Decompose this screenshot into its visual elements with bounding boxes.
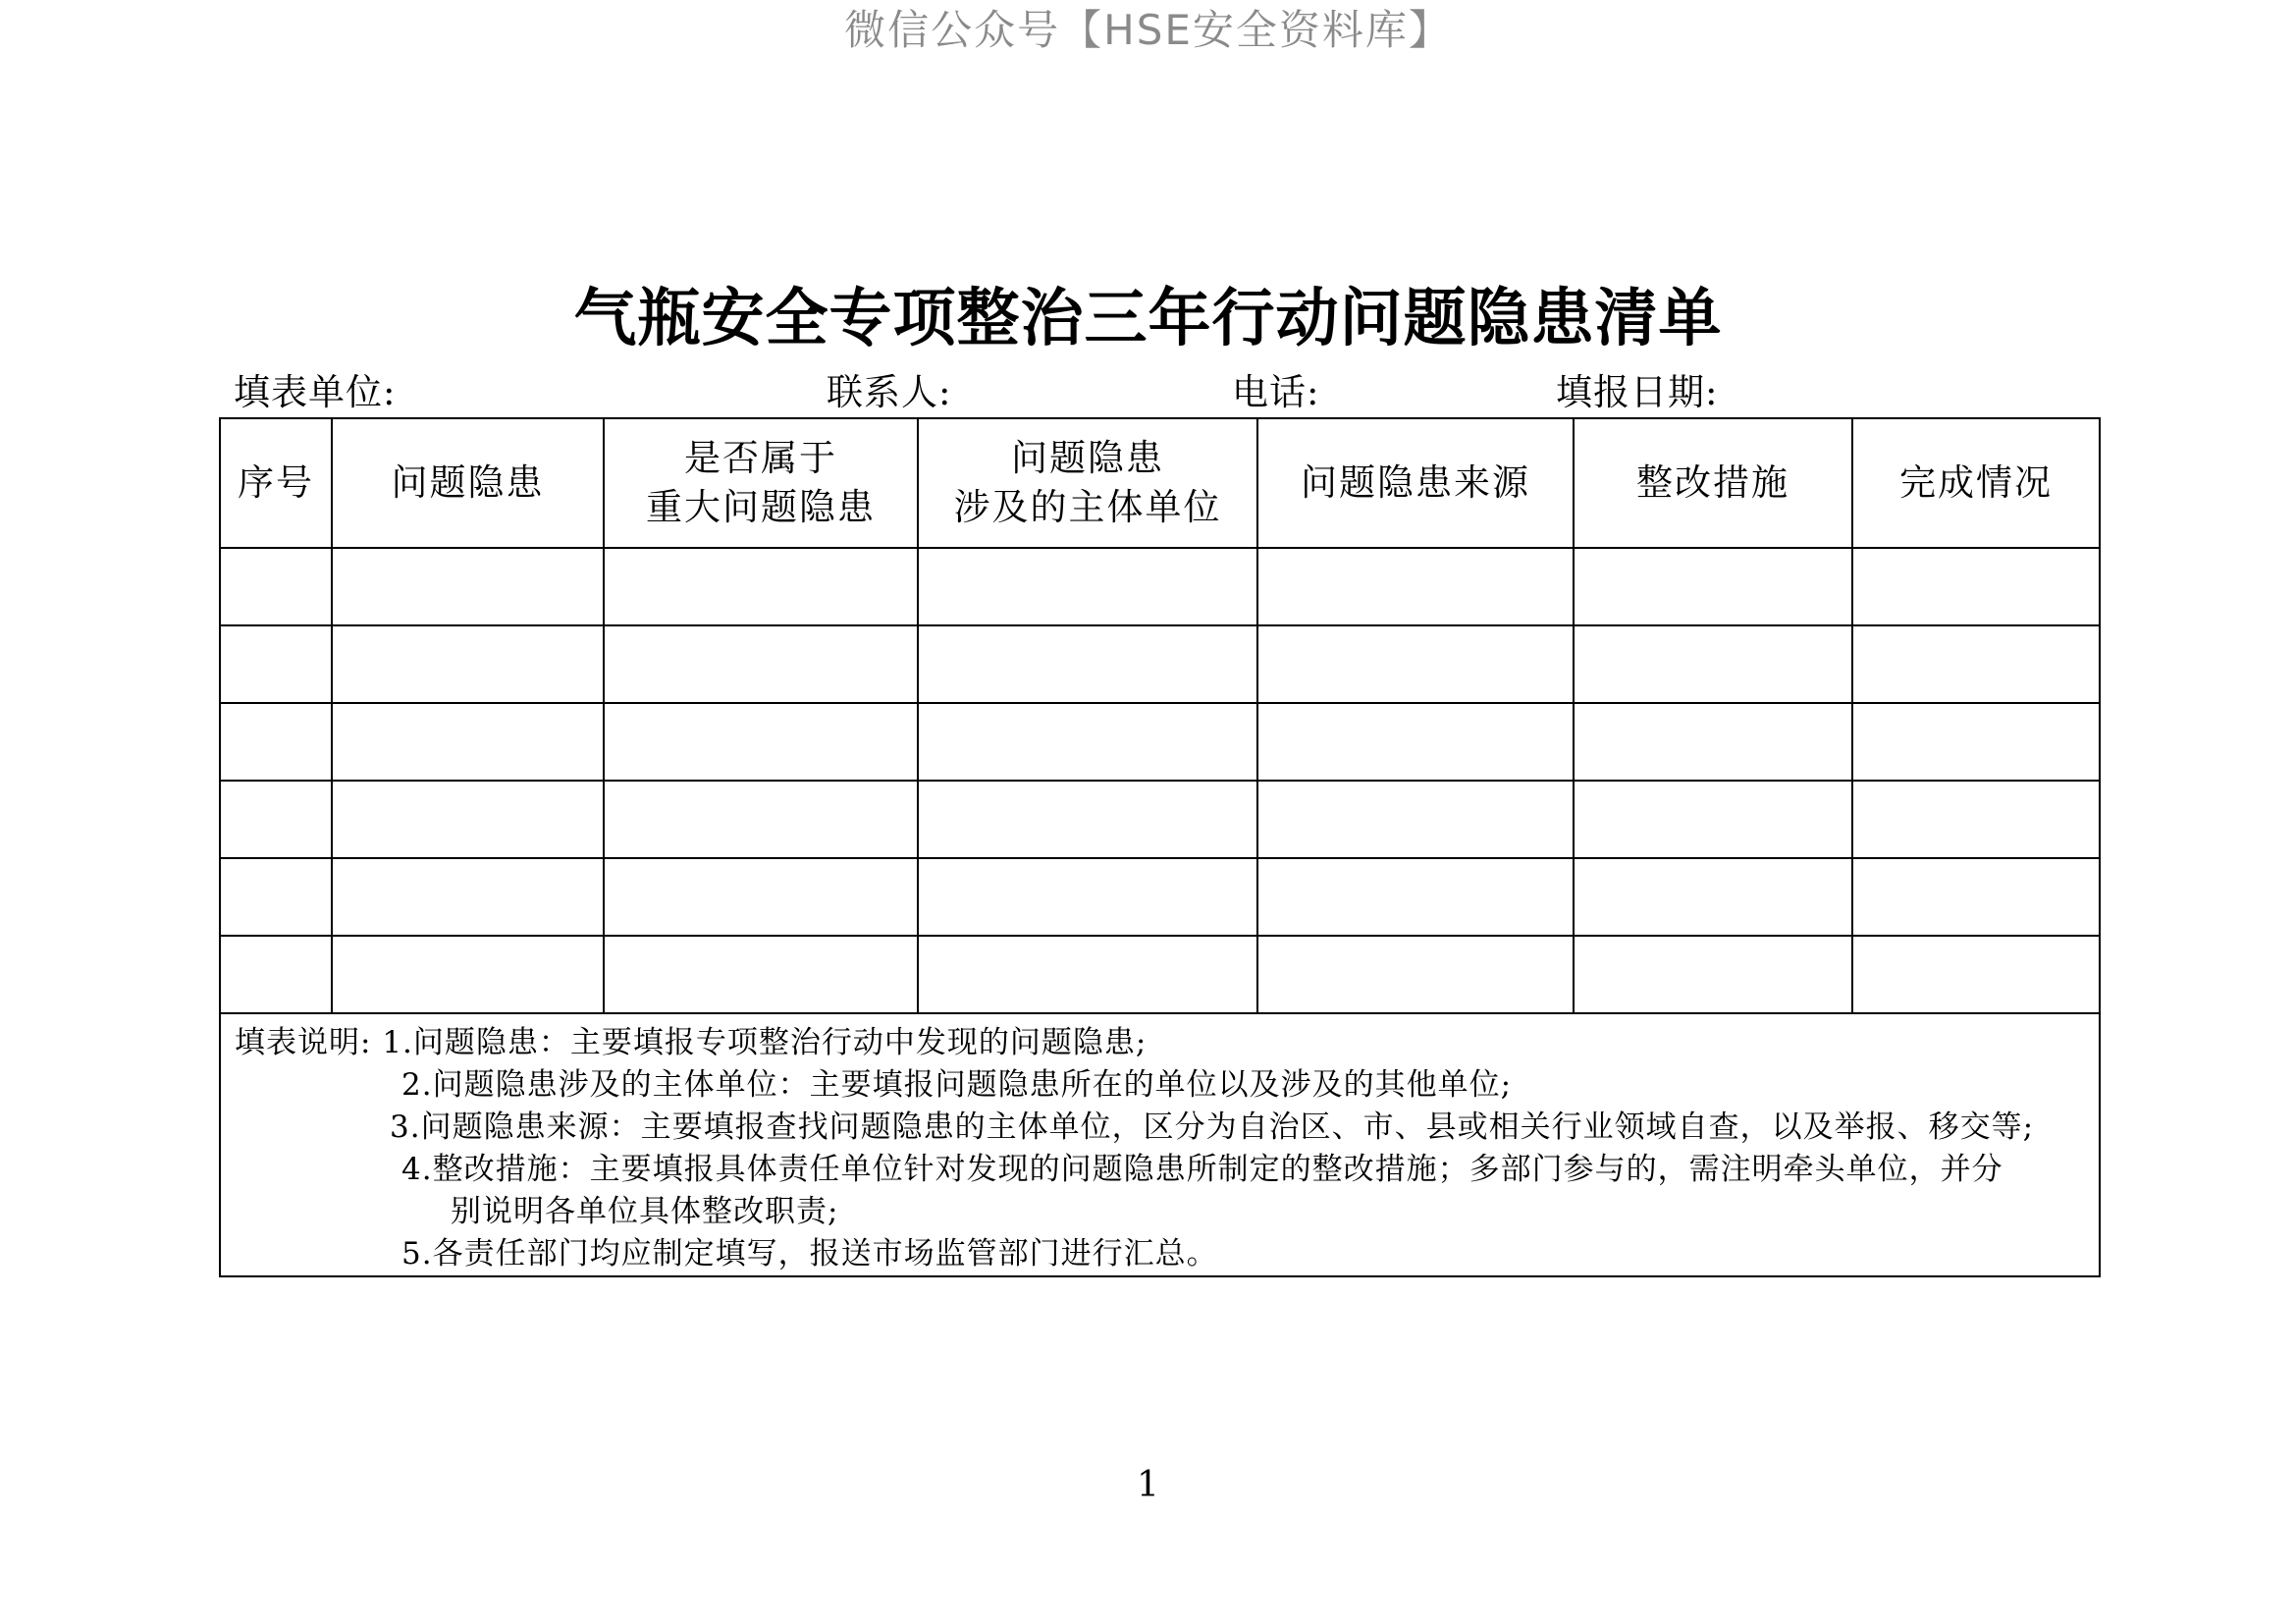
table-cell[interactable] [1257, 781, 1574, 858]
table-cell[interactable] [332, 858, 604, 936]
table-cell[interactable] [220, 936, 332, 1013]
table-cell[interactable] [1257, 936, 1574, 1013]
header-major-hazard-line1: 是否属于 [684, 437, 837, 479]
header-hazard [332, 418, 604, 548]
table-cell[interactable] [1852, 625, 2100, 703]
header-major-hazard-line2: 重大问题隐患 [646, 486, 876, 528]
table-cell[interactable] [1257, 625, 1574, 703]
table-cell[interactable] [604, 625, 918, 703]
table-cell[interactable] [604, 548, 918, 625]
table-cell[interactable] [1852, 858, 2100, 936]
note-item-4-continued: 别说明各单位具体整改职责; [451, 1194, 839, 1229]
header-responsible-entity-line2: 涉及的主体单位 [953, 486, 1222, 528]
header-hazard-line1: 问题隐患 [391, 461, 545, 504]
table-cell[interactable] [220, 858, 332, 936]
table-cell[interactable] [918, 703, 1257, 781]
table-cell[interactable] [220, 548, 332, 625]
report-date-label: 填报日期: [1556, 371, 1719, 413]
note-line-1 [235, 1022, 2087, 1064]
note-item-2: 2.问题隐患涉及的主体单位：主要填报问题隐患所在的单位以及涉及的其他单位; [401, 1067, 1513, 1103]
table-cell[interactable] [1574, 858, 1852, 936]
header-responsible-entity [918, 418, 1257, 548]
table-body [220, 548, 2100, 1276]
table-cell[interactable] [1257, 858, 1574, 936]
header-responsible-entity-line1: 问题隐患 [1011, 437, 1164, 479]
table-cell[interactable] [332, 548, 604, 625]
note-item-3: 3.问题隐患来源：主要填报查找问题隐患的主体单位，区分为自治区、市、县或相关行业领域自查，以及举报、移交等; [390, 1109, 2035, 1145]
fill-instructions [220, 1013, 2100, 1276]
table-cell[interactable] [604, 781, 918, 858]
table-cell[interactable] [1257, 548, 1574, 625]
header-serial-line1: 序号 [238, 461, 314, 504]
table-cell[interactable] [918, 625, 1257, 703]
table-header-row [220, 418, 2100, 548]
table-cell[interactable] [918, 548, 1257, 625]
header-hazard-source [1257, 418, 1574, 548]
table-cell[interactable] [332, 936, 604, 1013]
table-cell[interactable] [332, 703, 604, 781]
table-cell[interactable] [1574, 703, 1852, 781]
table-row [220, 781, 2100, 858]
notes-label: 填表说明: [235, 1025, 372, 1060]
header-completion [1852, 418, 2100, 548]
header-major-hazard [604, 418, 918, 548]
note-item-5: 5.各责任部门均应制定填写，报送市场监管部门进行汇总。 [401, 1236, 1218, 1271]
note-item-1: 1.问题隐患：主要填报专项整治行动中发现的问题隐患; [382, 1025, 1148, 1060]
table-row [220, 936, 2100, 1013]
fill-unit-label: 填表单位: [234, 371, 397, 413]
note-item-4: 4.整改措施：主要填报具体责任单位针对发现的问题隐患所制定的整改措施；多部门参与的，需注明牵头单位，并分 [401, 1152, 2003, 1187]
table-cell[interactable] [604, 703, 918, 781]
hazard-list-table [219, 417, 2101, 1277]
table-cell[interactable] [918, 781, 1257, 858]
table-cell[interactable] [1852, 703, 2100, 781]
header-rectification [1574, 418, 1852, 548]
table-cell[interactable] [604, 936, 918, 1013]
table-cell[interactable] [332, 625, 604, 703]
table-cell[interactable] [1574, 548, 1852, 625]
contact-person-label: 联系人: [827, 371, 952, 413]
table-cell[interactable] [918, 936, 1257, 1013]
table-cell[interactable] [220, 703, 332, 781]
watermark: 微信公众号【HSE安全资料库】 [844, 6, 1452, 54]
header-serial [220, 418, 332, 548]
table-cell[interactable] [1852, 548, 2100, 625]
table-cell[interactable] [1574, 625, 1852, 703]
table-cell[interactable] [1852, 781, 2100, 858]
table-row [220, 858, 2100, 936]
table-cell[interactable] [220, 781, 332, 858]
header-rectification-line1: 整改措施 [1636, 461, 1789, 504]
table-cell[interactable] [1852, 936, 2100, 1013]
table-cell[interactable] [332, 781, 604, 858]
table-cell[interactable] [918, 858, 1257, 936]
table-cell[interactable] [1574, 781, 1852, 858]
page-title: 气瓶安全专项整治三年行动问题隐患清单 [573, 282, 1723, 355]
table-cell[interactable] [1574, 936, 1852, 1013]
page-number: 1 [1137, 1465, 1159, 1505]
table-row [220, 703, 2100, 781]
phone-label: 电话: [1232, 371, 1320, 413]
table-row [220, 548, 2100, 625]
table-cell[interactable] [220, 625, 332, 703]
table-cell[interactable] [1257, 703, 1574, 781]
notes-row [220, 1013, 2100, 1276]
table-row [220, 625, 2100, 703]
header-completion-line1: 完成情况 [1899, 461, 2053, 504]
table-cell[interactable] [604, 858, 918, 936]
header-hazard-source-line1: 问题隐患来源 [1301, 461, 1530, 504]
